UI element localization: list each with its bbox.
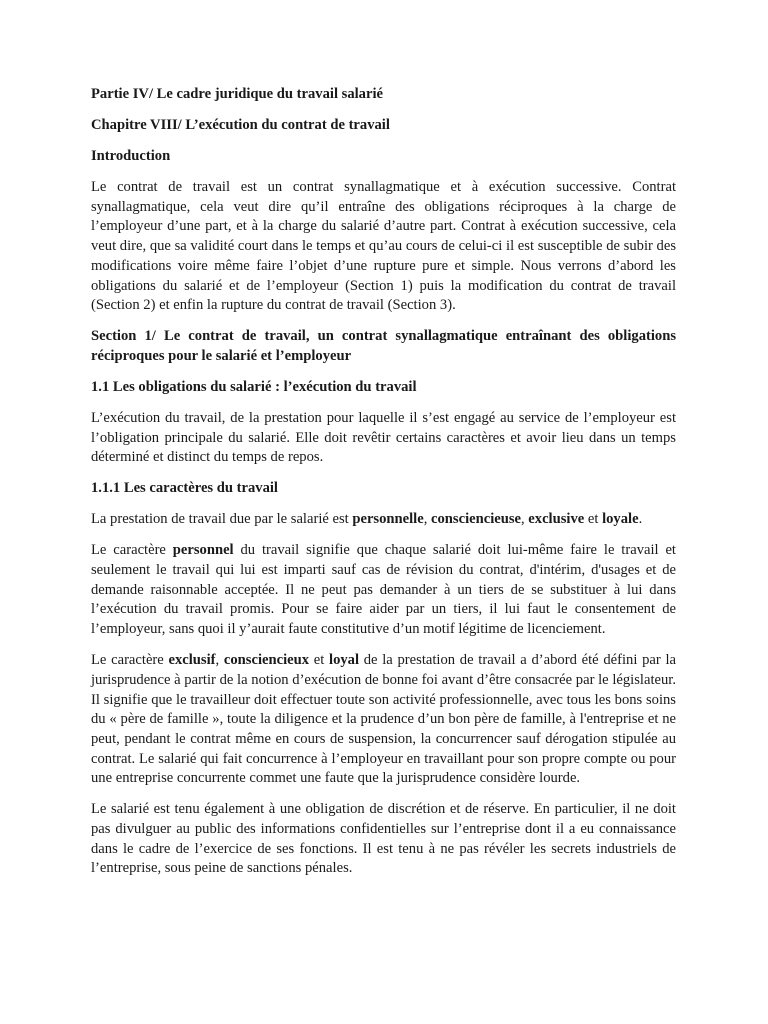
term-loyale: loyale <box>602 511 639 528</box>
term-exclusif: exclusif <box>168 652 216 669</box>
part-title: Partie IV/ Le cadre juridique du travail salarié <box>91 86 383 102</box>
subsection-1-1-paragraph: L’exécution du travail, de la prestation pour laquelle il s’est engagé au service de l’employeur est l’obligation principale du salarié. Elle doit revêtir certains caractères et avoir lieu dans un temps déterminé et distinct du temps de repos. <box>91 409 676 466</box>
subsection-1-1-1-heading: 1.1.1 Les caractères du travail <box>91 480 278 497</box>
personnel-after: du travail signifie que chaque salarié doit lui-même faire le travail et seulement le travail qui lui est imparti sauf cas de révision du contrat, d'intérim, d'usages et de demande raisonnable acceptée. Il ne peut pas demander à un tiers de se substituer à lui dans l’exécution du travail promis. Pour se faire aider par un tiers, il lui faut le consentement de l’employeur, sans quoi il y’aurait faute constitutive d’un motif légitime de licenciement. <box>91 542 676 638</box>
exclusif-before: Le caractère <box>91 652 169 669</box>
separator: , <box>521 511 529 528</box>
term-consciencieux: consciencieux <box>223 652 310 669</box>
discretion-paragraph: Le salarié est tenu également à une obligation de discrétion et de réserve. En particulier, il ne doit pas divulguer au public des informations confidentielles sur l’entreprise dont il a eu connaissance dans le cadre de l’exercice de ses fonctions. Il est tenu à ne pas révéler les secrets industriels de l’entreprise, sous peine de sanctions pénales. <box>91 801 676 877</box>
chapter-title: Chapitre VIII/ L’exécution du contrat de travail <box>91 117 390 133</box>
term-loyal: loyal <box>329 652 360 669</box>
section-1-heading: Section 1/ Le contrat de travail, un contrat synallagmatique entraînant des obligations réciproques pour le salarié et l’employeur <box>91 328 676 364</box>
separator: , <box>423 511 432 528</box>
term-exclusive: exclusive <box>528 511 585 528</box>
personnel-before: Le caractère <box>91 542 173 559</box>
exclusif-after: de la prestation de travail a d’abord été défini par la jurisprudence à partir de la notion d’exécution de bonne foi avant d’être consacrée par le législateur. Il signifie que le travailleur doit effectuer toute son activité professionnelle, avec tous les bons soins du « père de famille », toute la diligence et la prudence d’un bon père de famille, à l'entreprise et ne peut, pendant le contrat même en cours de suspension, la concurrencer sauf dérogation stipulée au contrat. Le salarié qui fait concurrence à l’employeur en travaillant pour son propre compte ou pour une entreprise concurrente commet une faute que la jurisprudence considère lourde. <box>91 652 676 787</box>
term-personnel: personnel <box>172 542 234 559</box>
characters-intro: La prestation de travail due par le salarié est <box>91 511 353 528</box>
characters-paragraph <box>91 510 676 530</box>
separator: et <box>309 652 330 669</box>
personnel-paragraph <box>91 541 676 640</box>
term-personnelle: personnelle <box>352 511 424 528</box>
introduction-heading: Introduction <box>91 148 171 164</box>
term-consciencieuse: consciencieuse <box>431 511 521 528</box>
separator: . <box>638 511 643 528</box>
exclusif-paragraph <box>91 651 676 789</box>
subsection-1-1-heading: 1.1 Les obligations du salarié : l’exécution du travail <box>91 378 417 395</box>
separator: , <box>215 652 224 669</box>
introduction-paragraph: Le contrat de travail est un contrat synallagmatique et à exécution successive. Contrat synallagmatique, cela veut dire qu’il entraîne des obligations réciproques à la charge de l’employeur d’une part, et à la charge du salarié d’autre part. Contrat à exécution successive, cela veut dire, que sa validité court dans le temps et qu’au cours de celui-ci il est susceptible de subir des modifications voire même faire l’objet d’une rupture pure et simple. Nous verrons d’abord les obligations du salarié et de l’employeur (Section 1) puis la modification du contrat de travail (Section 2) et enfin la rupture du contrat de travail (Section 3). <box>91 179 676 314</box>
separator: et <box>584 511 603 528</box>
document-page <box>91 85 676 890</box>
